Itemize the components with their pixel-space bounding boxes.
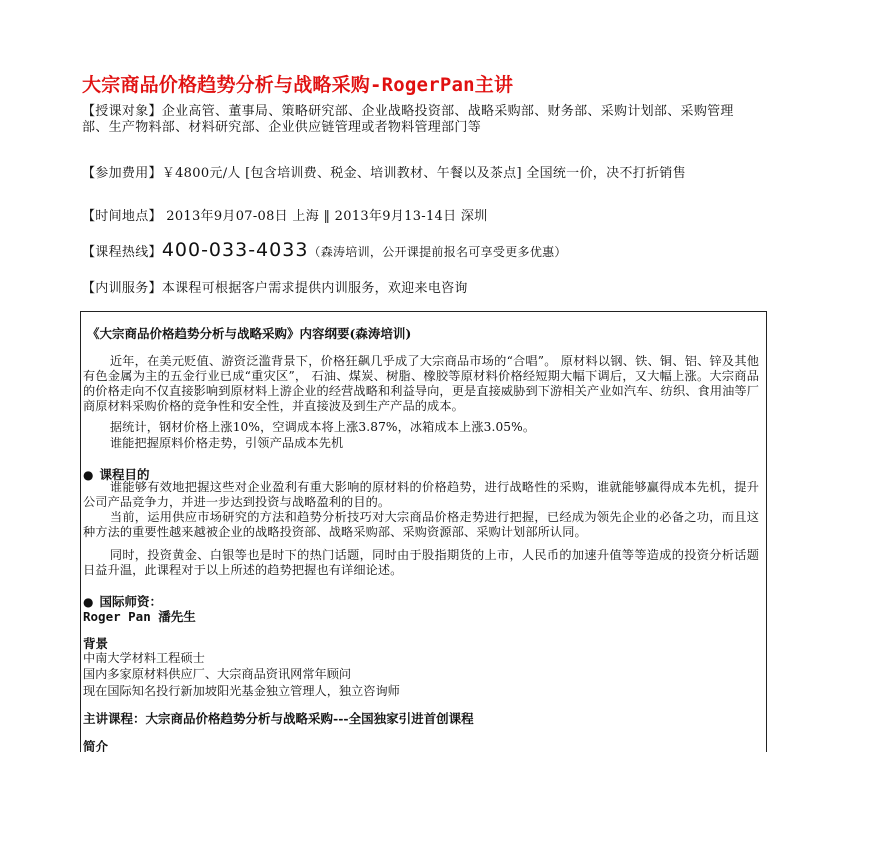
hotline-label: 【课程热线】 <box>82 245 162 260</box>
time-text: 2013年9月07-08日 上海 ‖ 2013年9月13-14日 深圳 <box>161 209 488 224</box>
fee-info <box>82 166 752 182</box>
teacher-heading-text: 国际师资： <box>99 594 162 609</box>
purpose-paragraph-2: 当前，运用供应市场研究的方法和趋势分析技巧对大宗商品价格走势进行把握，已经成为领先企业的必备之功，而且这种方法的重要性越来越被企业的战略投资部、战略采购部、采购资源部、采购计划部所认同。 <box>83 510 759 539</box>
intro-slogan: 谁能把握原料价格走势，引领产品成本先机 <box>109 436 344 450</box>
hotline-note: （森涛培训，公开课提前报名可享受更多优惠） <box>308 245 567 259</box>
purpose-heading-text: 课程目的 <box>99 467 150 482</box>
service-info <box>82 281 752 297</box>
intro-statistics: 据统计，钢材价格上涨10%，空调成本将上涨3.87%，冰箱成本上涨3.05%。 <box>109 420 536 434</box>
summary-heading: 简介 <box>83 739 109 752</box>
time-label: 【时间地点】 <box>82 209 162 224</box>
hotline-number: 400-033-4033 <box>161 239 309 261</box>
background-line: 中南大学材料工程硕士 <box>83 651 205 665</box>
service-label: 【内训服务】 <box>82 281 162 296</box>
service-text: 本课程可根据客户需求提供内训服务，欢迎来电咨询 <box>161 281 468 296</box>
purpose-paragraph-1: 谁能够有效地把握这些对企业盈利有重大影响的原材料的价格趋势，进行战略性的采购，谁就能够赢得成本先机，提升公司产品竞争力，并进一步达到投资与战略盈利的目的。 <box>83 480 759 509</box>
main-course: 主讲课程：大宗商品价格趋势分析与战略采购---全国独家引进首创课程 <box>83 711 474 726</box>
background-heading: 背景 <box>83 636 109 651</box>
audience-label: 【授课对象】 <box>82 104 162 119</box>
outline-box <box>80 311 767 752</box>
background-line: 国内多家原材料供应厂、大宗商品资讯网常年顾问 <box>83 667 352 681</box>
purpose-paragraph-3: 同时，投资黄金、白银等也是时下的热门话题，同时由于股指期货的上市，人民币的加速升值等等造成的投资分析话题日益升温，此课程对于以上所述的趋势把握也有详细论述。 <box>83 548 759 577</box>
outline-title: 《大宗商品价格趋势分析与战略采购》内容纲要(森涛培训) <box>87 326 412 341</box>
time-info <box>82 209 752 225</box>
audience-text: 企业高管、董事局、策略研究部、企业战略投资部、战略采购部、财务部、采购计划部、采购管理部、生产物料部、材料研究部、企业供应链管理或者物料管理部门等 <box>82 104 734 135</box>
teacher-name: Roger Pan 潘先生 <box>83 609 196 624</box>
audience-info <box>82 104 752 136</box>
intro-paragraph: 近年，在美元贬值、游资泛滥背景下，价格狂飙几乎成了大宗商品市场的“合唱”。 原材料以钢、铁、铜、铝、锌及其他有色金属为主的五金行业已成“重灾区”， 石油、煤炭、树脂、橡胶等原材料价格经短期大幅下调后，又大幅上涨。大宗商品的价格走向不仅直接影响到原材料上游企业的经营战略和利益导向，更是直接威胁到下游相关产业如汽车、纺织、食用油等厂商原材料采购价格的竞争性和安全性，并直接波及到生产产品的成本。 <box>83 354 759 413</box>
background-line: 现在国际知名投行新加坡阳光基金独立管理人，独立咨询师 <box>83 684 400 698</box>
page-title: 大宗商品价格趋势分析与战略采购-RogerPan主讲 <box>82 74 514 96</box>
fee-text: ￥4800元/人 [包含培训费、税金、培训教材、午餐以及茶点] 全国统一价，决不打折销售 <box>161 166 686 181</box>
bullet-icon: ● <box>83 468 94 482</box>
hotline-info <box>82 239 752 261</box>
bullet-icon: ● <box>83 595 94 609</box>
fee-label: 【参加费用】 <box>82 166 162 181</box>
